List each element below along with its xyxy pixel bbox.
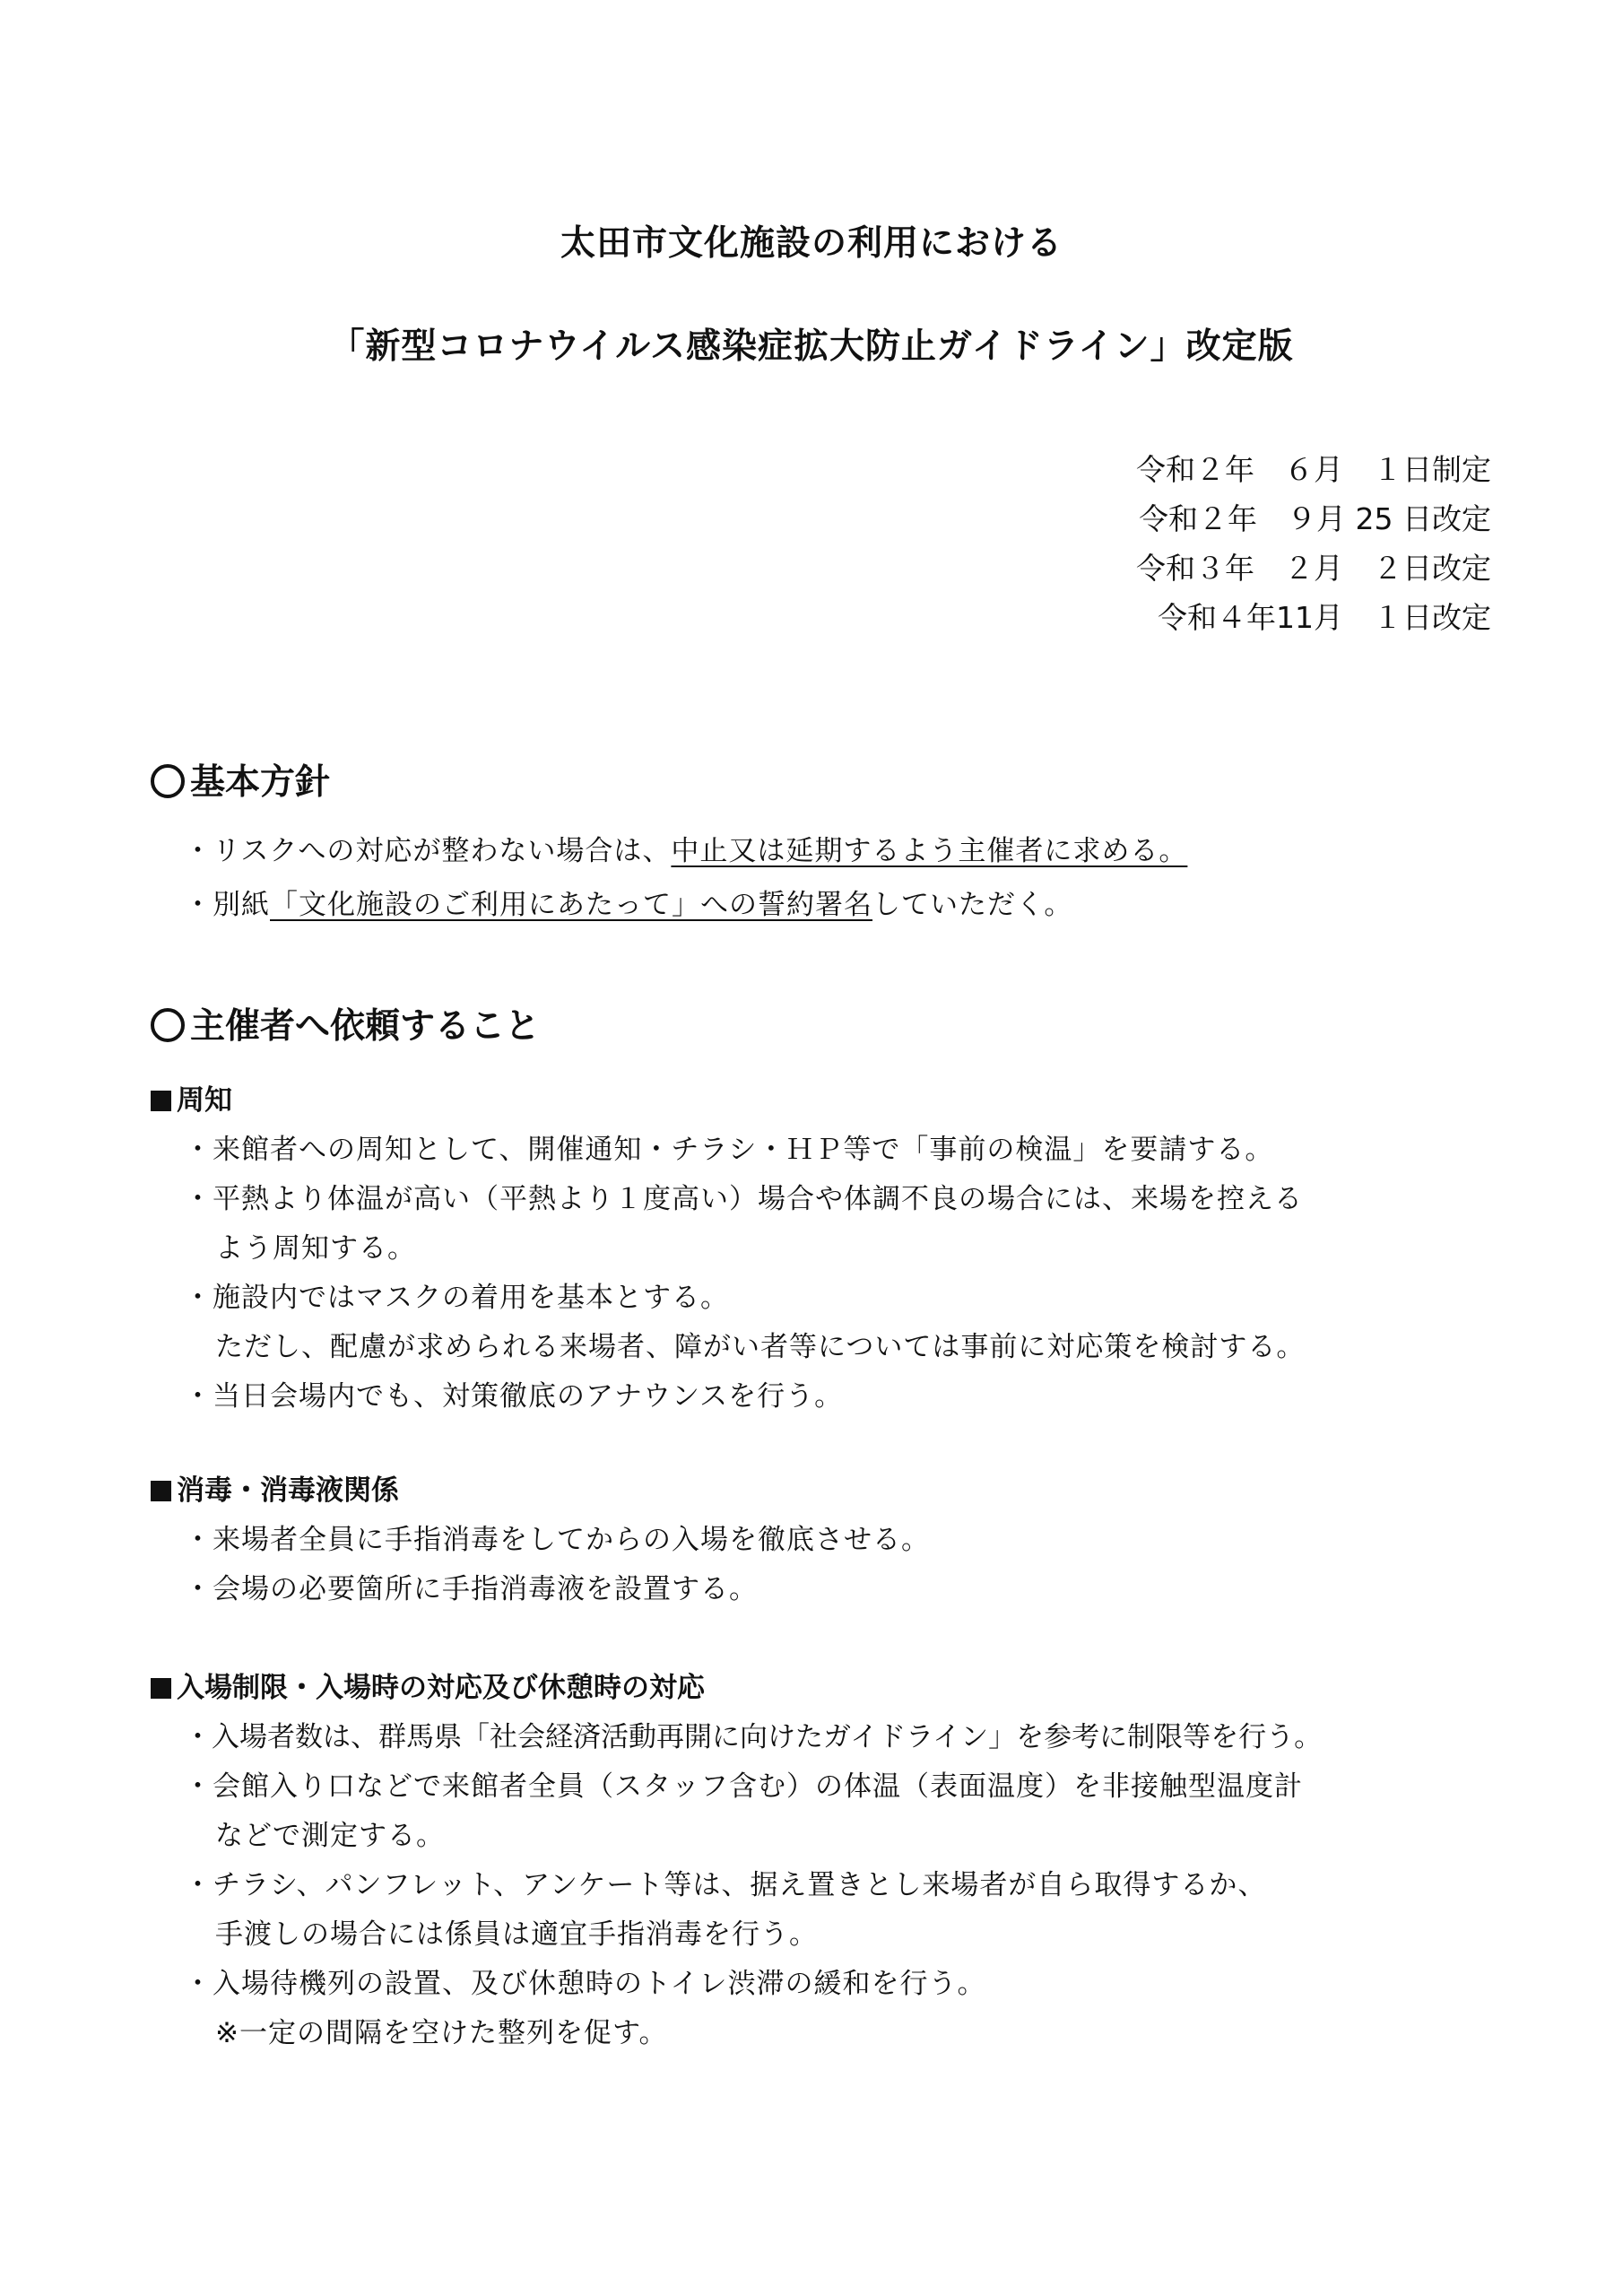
section-heading-requests bbox=[151, 1002, 540, 1052]
square-marker-icon bbox=[151, 1481, 171, 1501]
policy-text: していただく。 bbox=[872, 889, 1073, 921]
revision-date: 令和２年 ９月 25 日改定 bbox=[1139, 501, 1491, 536]
revision-history bbox=[1136, 445, 1491, 642]
document-title-line2: 「新型コロナウイルス感染症拡大防止ガイドライン」改定版 bbox=[329, 326, 1294, 367]
subsection-heading-text: 周知 bbox=[177, 1084, 232, 1117]
subsection-heading-text: 入場制限・入場時の対応及び休憩時の対応 bbox=[177, 1672, 705, 1704]
disinfection-line: ・来場者全員に手指消毒をしてからの入場を徹底させる。 bbox=[184, 1524, 930, 1556]
entry-line: などで測定する。 bbox=[215, 1820, 445, 1852]
circle-marker-icon bbox=[151, 764, 185, 798]
notice-line: ・施設内ではマスクの着用を基本とする。 bbox=[184, 1282, 729, 1314]
notice-line: ・当日会場内でも、対策徹底のアナウンスを行う。 bbox=[184, 1380, 844, 1413]
policy-text: ・リスクへの対応が整わない場合は、 bbox=[184, 835, 672, 867]
square-marker-icon bbox=[151, 1678, 171, 1699]
notice-line: よう周知する。 bbox=[215, 1232, 416, 1265]
circle-marker-icon bbox=[151, 1008, 185, 1042]
subsection-heading-text: 消毒・消毒液関係 bbox=[177, 1474, 399, 1507]
entry-line: ※一定の間隔を空けた整列を促す。 bbox=[215, 2017, 668, 2049]
revision-date: 令和４年11月 １日改定 bbox=[1158, 600, 1491, 635]
policy-line bbox=[184, 827, 1187, 875]
section-heading-text: 基本方針 bbox=[190, 762, 331, 803]
subsection-heading-disinfection bbox=[151, 1468, 399, 1513]
section-heading-basic-policy bbox=[151, 758, 330, 808]
notice-line: ・来館者への周知として、開催通知・チラシ・ＨＰ等で「事前の検温」を要請する。 bbox=[184, 1134, 1274, 1166]
notice-line: ・平熱より体温が高い（平熱より１度高い）場合や体調不良の場合には、来場を控える bbox=[184, 1183, 1303, 1215]
notice-line: ただし、配慮が求められる来場者、障がい者等については事前に対応策を検討する。 bbox=[215, 1331, 1306, 1363]
revision-date: 令和３年 ２月 ２日改定 bbox=[1136, 551, 1491, 586]
subsection-heading-notice bbox=[151, 1078, 232, 1123]
subsection-heading-entry bbox=[151, 1665, 705, 1710]
document-title-line1: 太田市文化施設の利用における bbox=[560, 223, 1063, 264]
policy-line bbox=[184, 881, 1072, 929]
policy-text: ・別紙 bbox=[184, 889, 270, 921]
square-marker-icon bbox=[151, 1091, 171, 1111]
entry-line: 手渡しの場合には係員は適宜手指消毒を行う。 bbox=[215, 1918, 818, 1951]
underlined-text: 中止又は延期するよう主催者に求める。 bbox=[671, 835, 1188, 867]
entry-line: ・入場者数は、群馬県「社会経済活動再開に向けたガイドライン」を参考に制限等を行う。 bbox=[184, 1721, 1323, 1753]
entry-line: ・会館入り口などで来館者全員（スタッフ含む）の体温（表面温度）を非接触型温度計 bbox=[184, 1770, 1303, 1803]
entry-line: ・入場待機列の設置、及び休憩時のトイレ渋滞の緩和を行う。 bbox=[184, 1968, 986, 2000]
underlined-text: 「文化施設のご利用にあたって」への誓約署名 bbox=[270, 889, 872, 921]
revision-date: 令和２年 ６月 １日制定 bbox=[1136, 452, 1491, 487]
entry-line: ・チラシ、パンフレット、アンケート等は、据え置きとし来場者が自ら取得するか、 bbox=[184, 1869, 1267, 1901]
section-heading-text: 主催者へ依頼すること bbox=[190, 1006, 541, 1047]
disinfection-line: ・会場の必要箇所に手指消毒液を設置する。 bbox=[184, 1573, 758, 1605]
